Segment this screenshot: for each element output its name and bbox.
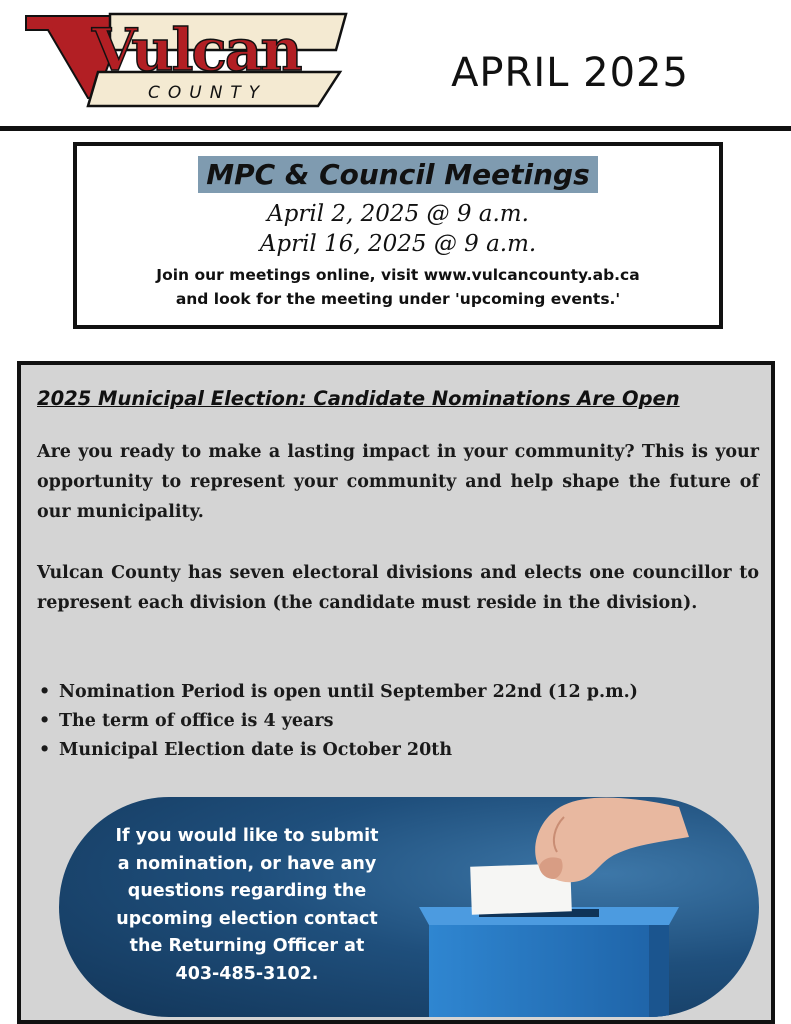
meetings-note [77, 263, 719, 311]
election-heading: 2025 Municipal Election: Candidate Nominations Are Open [37, 387, 680, 410]
newsletter-month: APRIL 2025 [451, 50, 689, 96]
meetings-note-line-2: and look for the meeting under 'upcoming events.' [175, 290, 621, 308]
election-bullet-list [37, 678, 638, 765]
election-bullet [37, 707, 638, 736]
election-bullet-text: Municipal Election date is October 20th [59, 740, 453, 760]
contact-phone: 403-485-3102. [175, 963, 319, 984]
contact-line: upcoming election contact [116, 908, 378, 929]
contact-line: the Returning Officer at [129, 936, 365, 956]
contact-message [77, 823, 417, 988]
bullet-dot-icon: • [39, 711, 51, 731]
election-bullet [37, 678, 638, 707]
contact-line: If you would like to submit [115, 826, 379, 846]
meetings-box [73, 142, 723, 329]
bullet-dot-icon: • [39, 682, 51, 702]
header-divider [0, 126, 791, 131]
meetings-note-line-1: Join our meetings online, visit www.vulcancounty.ab.ca [156, 266, 640, 284]
logo-wordmark: Vulcan [92, 16, 301, 84]
election-section [17, 361, 775, 1024]
election-bullet-text: Nomination Period is open until September 22nd (12 p.m.) [59, 682, 638, 702]
meeting-date-1: April 2, 2025 @ 9 a.m. [267, 201, 529, 227]
vulcan-county-logo [18, 10, 348, 110]
bullet-dot-icon: • [39, 740, 51, 760]
logo-subtext: COUNTY [148, 83, 268, 103]
election-bullet [37, 736, 638, 765]
meetings-title: MPC & Council Meetings [198, 156, 598, 193]
election-paragraph-2: Vulcan County has seven electoral divisions and elects one councillor to represent each division (the candidate must reside in the division). [37, 563, 759, 613]
election-bullet-text: The term of office is 4 years [59, 711, 334, 731]
contact-line: questions regarding the [127, 881, 367, 901]
meeting-date-2: April 16, 2025 @ 9 a.m. [259, 231, 537, 257]
contact-line: a nomination, or have any [117, 853, 377, 874]
ballot-box-illustration [389, 797, 759, 1017]
contact-banner [59, 797, 759, 1017]
election-paragraph-1: Are you ready to make a lasting impact in your community? This is your opportunity to represent your community and help shape the future of our municipality. [37, 442, 759, 522]
